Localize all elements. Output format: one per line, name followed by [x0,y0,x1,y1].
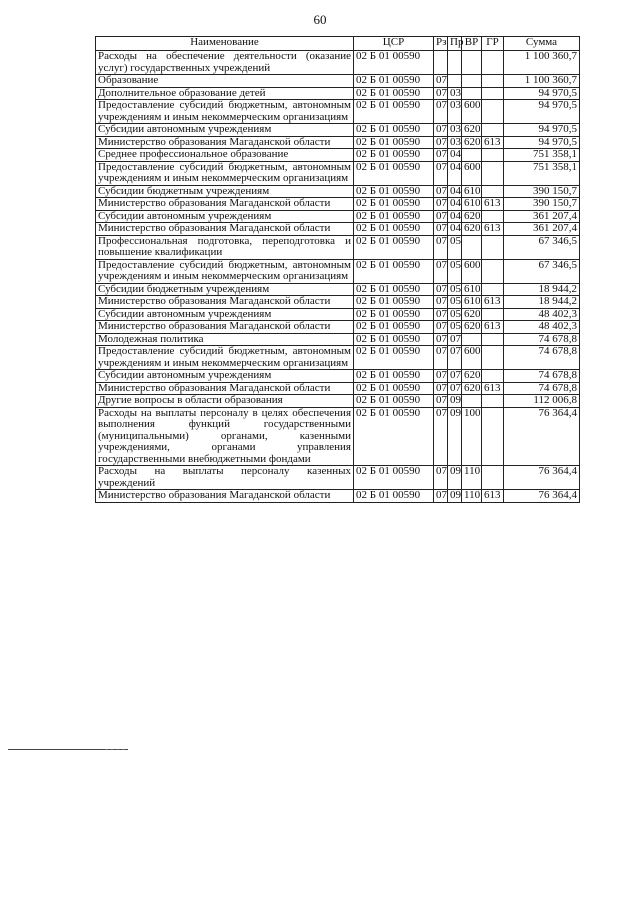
table-row [96,308,580,321]
row-vr [462,235,482,259]
row-rz: 07 [434,308,448,321]
row-csr: 02 Б 01 00590 [354,235,434,259]
row-pr: 05 [448,283,462,296]
row-gr [482,259,504,283]
row-sum: 76 364,4 [504,407,580,466]
page-number: 60 [313,12,327,27]
row-csr: 02 Б 01 00590 [354,333,434,346]
row-rz: 07 [434,100,448,124]
row-vr [462,333,482,346]
row-name: Предоставление субсидий бюджетным, автономным учреждениям и иным некоммерческим организациям [96,259,354,283]
row-gr [482,75,504,88]
row-sum: 48 402,3 [504,321,580,334]
row-name: Субсидии бюджетным учреждениям [96,185,354,198]
row-gr [482,51,504,75]
row-gr [482,395,504,408]
row-name: Среднее профессиональное образование [96,149,354,162]
header-pr: Пр [448,37,462,51]
row-gr [482,124,504,137]
header-vr: ВР [462,37,482,51]
row-csr: 02 Б 01 00590 [354,296,434,309]
row-csr: 02 Б 01 00590 [354,283,434,296]
table-row [96,283,580,296]
table-row [96,185,580,198]
header-name: Наименование [96,37,354,51]
row-rz: 07 [434,124,448,137]
table-row [96,466,580,490]
row-csr: 02 Б 01 00590 [354,321,434,334]
table-row [96,235,580,259]
row-vr: 620 [462,124,482,137]
row-name: Предоставление субсидий бюджетным, автономным учреждениям и иным некоммерческим организациям [96,161,354,185]
row-gr [482,161,504,185]
row-csr: 02 Б 01 00590 [354,259,434,283]
row-gr [482,370,504,383]
row-gr: 613 [482,490,504,503]
row-gr [482,333,504,346]
row-sum: 361 207,4 [504,223,580,236]
row-rz: 07 [434,466,448,490]
row-sum: 751 358,1 [504,149,580,162]
row-rz: 07 [434,370,448,383]
row-name: Субсидии бюджетным учреждениям [96,283,354,296]
row-pr: 09 [448,466,462,490]
row-name: Субсидии автономным учреждениям [96,124,354,137]
row-name: Молодежная политика [96,333,354,346]
row-name: Субсидии автономным учреждениям [96,210,354,223]
table-row [96,124,580,137]
row-name: Дополнительное образование детей [96,87,354,100]
row-pr: 04 [448,161,462,185]
table-row [96,136,580,149]
row-csr: 02 Б 01 00590 [354,210,434,223]
row-csr: 02 Б 01 00590 [354,51,434,75]
row-name: Министерство образования Магаданской области [96,382,354,395]
row-pr: 05 [448,321,462,334]
row-gr: 613 [482,223,504,236]
row-pr: 05 [448,235,462,259]
row-vr: 600 [462,100,482,124]
row-name: Расходы на выплаты персоналу казенных учреждений [96,466,354,490]
table-row [96,259,580,283]
row-gr [482,235,504,259]
row-pr: 03 [448,87,462,100]
row-vr [462,149,482,162]
row-gr [482,466,504,490]
row-vr [462,51,482,75]
row-name: Субсидии автономным учреждениям [96,370,354,383]
row-pr: 04 [448,223,462,236]
row-sum: 74 678,8 [504,333,580,346]
row-name: Министерство образования Магаданской области [96,198,354,211]
row-pr [448,51,462,75]
row-vr: 620 [462,382,482,395]
row-gr: 613 [482,382,504,395]
row-csr: 02 Б 01 00590 [354,223,434,236]
row-rz [434,51,448,75]
row-rz: 07 [434,75,448,88]
row-gr: 613 [482,321,504,334]
row-vr: 620 [462,136,482,149]
row-csr: 02 Б 01 00590 [354,100,434,124]
row-vr: 620 [462,370,482,383]
table-body [96,51,580,503]
row-rz: 07 [434,283,448,296]
table-row [96,87,580,100]
row-gr [482,185,504,198]
row-sum: 74 678,8 [504,370,580,383]
row-vr: 620 [462,210,482,223]
row-rz: 07 [434,149,448,162]
row-rz: 07 [434,259,448,283]
row-pr: 07 [448,346,462,370]
row-vr: 620 [462,321,482,334]
row-rz: 07 [434,223,448,236]
row-csr: 02 Б 01 00590 [354,395,434,408]
header-csr: ЦСР [354,37,434,51]
row-name: Министерство образования Магаданской области [96,296,354,309]
row-sum: 67 346,5 [504,235,580,259]
row-pr: 03 [448,124,462,137]
row-rz: 07 [434,490,448,503]
row-gr [482,210,504,223]
row-vr: 600 [462,259,482,283]
row-name: Министерство образования Магаданской области [96,223,354,236]
row-gr [482,100,504,124]
row-csr: 02 Б 01 00590 [354,346,434,370]
table-row [96,407,580,466]
row-rz: 07 [434,87,448,100]
row-name: Другие вопросы в области образования [96,395,354,408]
row-vr: 600 [462,346,482,370]
table-row [96,161,580,185]
row-name: Субсидии автономным учреждениям [96,308,354,321]
row-pr: 04 [448,210,462,223]
row-csr: 02 Б 01 00590 [354,161,434,185]
table-row [96,490,580,503]
table-row [96,75,580,88]
row-sum: 18 944,2 [504,283,580,296]
row-pr: 05 [448,259,462,283]
header-sum: Сумма [504,37,580,51]
row-rz: 07 [434,346,448,370]
row-name: Расходы на выплаты персоналу в целях обеспечения выполнения функций государственными (муниципальными) органами, казенными учреждениями, органами управления государственными внебюджетными фондами [96,407,354,466]
row-pr: 07 [448,382,462,395]
row-csr: 02 Б 01 00590 [354,198,434,211]
row-gr [482,346,504,370]
row-pr: 03 [448,136,462,149]
row-gr [482,283,504,296]
row-name: Предоставление субсидий бюджетным, автономным учреждениям и иным некоммерческим организациям [96,346,354,370]
row-csr: 02 Б 01 00590 [354,124,434,137]
table-row [96,198,580,211]
table-row [96,100,580,124]
header-gr: ГР [482,37,504,51]
row-vr: 610 [462,198,482,211]
row-csr: 02 Б 01 00590 [354,149,434,162]
row-name: Министерство образования Магаданской области [96,321,354,334]
row-csr: 02 Б 01 00590 [354,382,434,395]
row-rz: 07 [434,210,448,223]
row-csr: 02 Б 01 00590 [354,407,434,466]
row-rz: 07 [434,235,448,259]
table-row [96,346,580,370]
row-sum: 1 100 360,7 [504,51,580,75]
row-pr [448,75,462,88]
row-sum: 48 402,3 [504,308,580,321]
row-gr: 613 [482,296,504,309]
row-pr: 07 [448,370,462,383]
row-rz: 07 [434,321,448,334]
row-vr: 110 [462,466,482,490]
row-csr: 02 Б 01 00590 [354,490,434,503]
row-sum: 18 944,2 [504,296,580,309]
row-pr: 05 [448,308,462,321]
row-name: Предоставление субсидий бюджетным, автономным учреждениям и иным некоммерческим организациям [96,100,354,124]
row-sum: 67 346,5 [504,259,580,283]
row-gr: 613 [482,136,504,149]
footer-rule-dashed [105,749,125,750]
row-sum: 751 358,1 [504,161,580,185]
table-row [96,333,580,346]
row-name: Профессиональная подготовка, переподготовка и повышение квалификации [96,235,354,259]
row-sum: 94 970,5 [504,100,580,124]
row-vr: 610 [462,283,482,296]
row-sum: 76 364,4 [504,490,580,503]
row-rz: 07 [434,161,448,185]
row-pr: 03 [448,100,462,124]
row-pr: 04 [448,149,462,162]
row-vr [462,395,482,408]
row-sum: 94 970,5 [504,136,580,149]
row-pr: 09 [448,407,462,466]
row-sum: 74 678,8 [504,382,580,395]
row-pr: 09 [448,490,462,503]
row-name: Образование [96,75,354,88]
row-pr: 09 [448,395,462,408]
budget-table [95,36,580,503]
row-vr: 620 [462,223,482,236]
row-sum: 1 100 360,7 [504,75,580,88]
row-vr [462,75,482,88]
row-sum: 94 970,5 [504,124,580,137]
row-csr: 02 Б 01 00590 [354,308,434,321]
row-vr: 610 [462,185,482,198]
row-sum: 390 150,7 [504,185,580,198]
row-csr: 02 Б 01 00590 [354,370,434,383]
row-name: Расходы на обеспечение деятельности (оказание услуг) государственных учреждений [96,51,354,75]
row-pr: 07 [448,333,462,346]
row-name: Министерство образования Магаданской области [96,490,354,503]
table-row [96,51,580,75]
row-sum: 74 678,8 [504,346,580,370]
row-gr: 613 [482,198,504,211]
row-rz: 07 [434,382,448,395]
row-rz: 07 [434,333,448,346]
row-name: Министерство образования Магаданской области [96,136,354,149]
table-row [96,382,580,395]
row-rz: 07 [434,407,448,466]
row-vr: 100 [462,407,482,466]
table-row [96,321,580,334]
row-gr [482,149,504,162]
row-vr: 610 [462,296,482,309]
table-row [96,296,580,309]
row-vr: 110 [462,490,482,503]
table-row [96,223,580,236]
row-vr: 600 [462,161,482,185]
table-row [96,210,580,223]
row-vr: 620 [462,308,482,321]
row-sum: 390 150,7 [504,198,580,211]
row-rz: 07 [434,395,448,408]
row-rz: 07 [434,185,448,198]
row-pr: 04 [448,198,462,211]
row-gr [482,87,504,100]
row-csr: 02 Б 01 00590 [354,136,434,149]
table-row [96,370,580,383]
row-vr [462,87,482,100]
row-sum: 112 006,8 [504,395,580,408]
row-rz: 07 [434,198,448,211]
table-row [96,149,580,162]
row-csr: 02 Б 01 00590 [354,75,434,88]
table-row [96,395,580,408]
row-csr: 02 Б 01 00590 [354,87,434,100]
row-sum: 361 207,4 [504,210,580,223]
row-csr: 02 Б 01 00590 [354,466,434,490]
row-csr: 02 Б 01 00590 [354,185,434,198]
row-sum: 76 364,4 [504,466,580,490]
header-row [96,37,580,51]
row-pr: 04 [448,185,462,198]
row-gr [482,308,504,321]
row-pr: 05 [448,296,462,309]
row-gr [482,407,504,466]
header-rz: Рз [434,37,448,51]
row-rz: 07 [434,296,448,309]
row-rz: 07 [434,136,448,149]
row-sum: 94 970,5 [504,87,580,100]
